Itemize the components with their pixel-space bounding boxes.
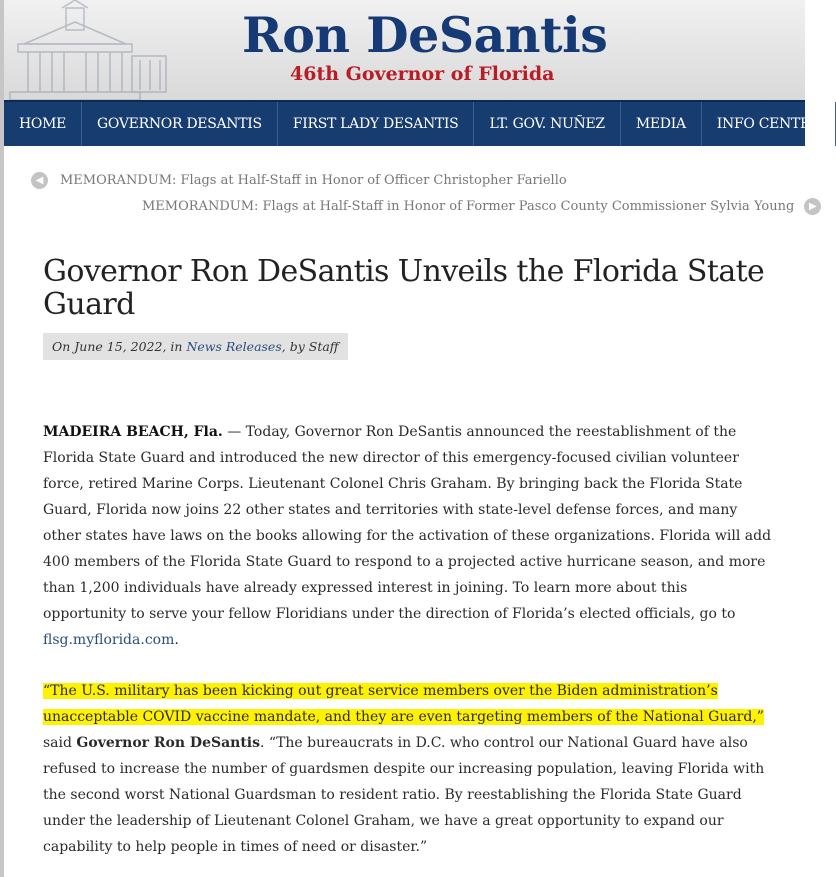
paragraph-2-text: . “The bureaucrats in D.C. who control our National Guard have also refused to increase the number of guardsmen despite our increasing population, leaving Florida with the second worst National Guardsman to resident ratio. By reestablishing the Florida State Guard under the leadership of Lieutenant Colonel Graham, we have a great opportunity to expand our capability to help people in times of need or disaster.” (43, 735, 765, 855)
category-link[interactable]: News Releases (186, 339, 282, 354)
meta-author: Staff (308, 339, 339, 354)
speaker-name: Governor Ron DeSantis (76, 735, 261, 751)
paragraph-1-text: — Today, Governor Ron DeSantis announced the reestablishment of the Florida State Guard and introduced the new director of this emergency-focused civilian volunteer force, retired Marine Corps. Lieutenant Colonel Chris Graham. By bringing back the Florida State Guard, Florida now joins 22 other states and territories with state-level defense forces, and many other states have laws on the books allowing for the activation of these organizations. Florida will add 400 members of the Florida State Guard to respond to a projected active hurricane season, and more than 1,200 individuals have already expressed interest in joining. To learn more about this opportunity to serve your fellow Floridians under the direction of Florida’s elected officials, go to (43, 424, 772, 622)
nav-governor-desantis[interactable]: GOVERNOR DESANTIS (82, 102, 278, 146)
article-title: Governor Ron DeSantis Unveils the Florida State Guard (43, 254, 765, 322)
article-meta (43, 333, 348, 360)
highlighted-quote: “The U.S. military has been kicking out great service members over the Biden administration’s unacceptable COVID vaccine mandate, and they are even targeting members of the National Guard,” (43, 683, 764, 725)
article-paragraph-1 (43, 419, 773, 653)
meta-by: , by (281, 339, 305, 354)
next-post-link[interactable] (142, 198, 821, 215)
paragraph-1-end: . (174, 632, 179, 648)
nav-first-lady-desantis[interactable]: FIRST LADY DESANTIS (278, 102, 475, 146)
capitol-building-icon (4, 0, 174, 100)
nav-info-center[interactable]: INFO CENTER (702, 102, 836, 146)
nav-home[interactable]: HOME (4, 102, 82, 146)
next-post-label: MEMORANDUM: Flags at Half-Staff in Honor of Former Pasco County Commissioner Sylvia Young (142, 199, 795, 214)
flsg-link[interactable]: flsg.myflorida.com (43, 632, 175, 648)
chevron-right-circle-icon: ▶ (804, 198, 821, 215)
site-header (4, 0, 805, 100)
prev-post-link[interactable] (31, 172, 567, 189)
chevron-left-circle-icon: ◀ (31, 172, 48, 189)
meta-date: June 15, 2022 (74, 339, 163, 354)
meta-in: , in (162, 339, 183, 354)
prev-post-label: MEMORANDUM: Flags at Half-Staff in Honor of Officer Christopher Fariello (60, 173, 567, 188)
site-subtitle: 46th Governor of Florida (290, 63, 555, 85)
dateline: MADEIRA BEACH, Fla. (43, 424, 223, 440)
nav-lt-gov-nunez[interactable]: LT. GOV. NUÑEZ (474, 102, 620, 146)
nav-media[interactable]: MEDIA (621, 102, 702, 146)
meta-on: On (52, 339, 71, 354)
site-title[interactable]: Ron DeSantis (242, 6, 608, 64)
paragraph-2-said: said (43, 735, 77, 751)
article-paragraph-2 (43, 678, 773, 860)
main-nav (4, 100, 821, 146)
